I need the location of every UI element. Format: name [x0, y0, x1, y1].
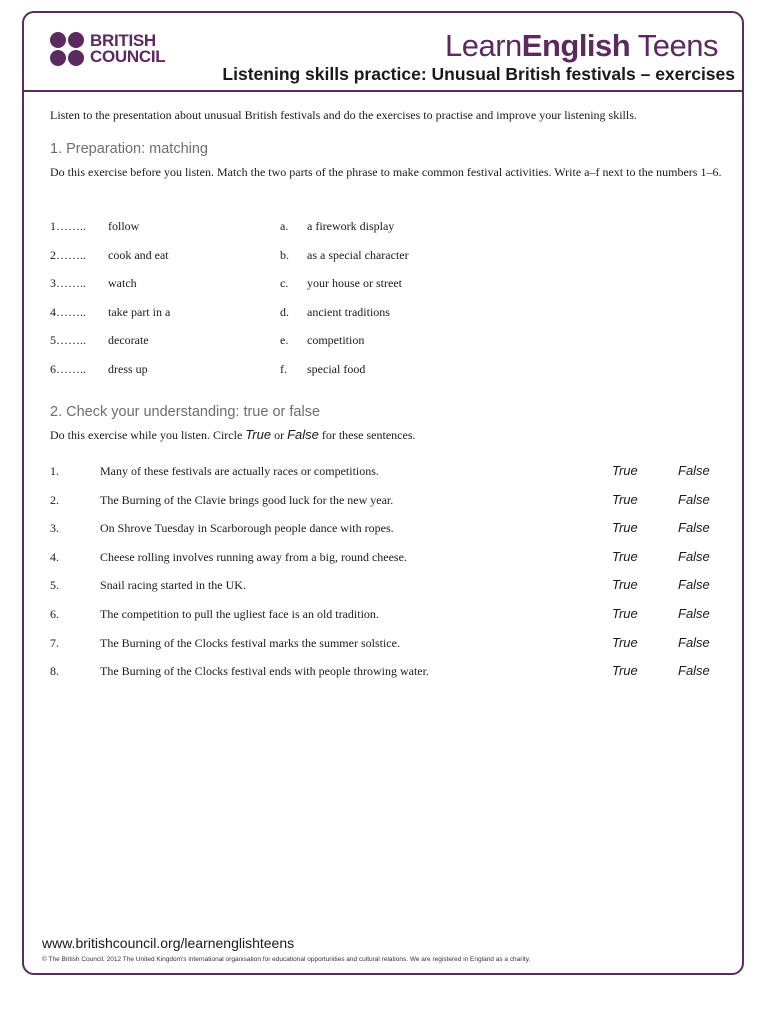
header-divider: [22, 90, 744, 92]
bc-logo-line1: BRITISH: [90, 31, 156, 50]
true-false-row: [50, 664, 740, 682]
matching-right: as a special character: [307, 247, 409, 262]
british-council-logo: [50, 32, 165, 66]
matching-right: special food: [307, 362, 366, 376]
tf-number: 2.: [50, 492, 59, 507]
matching-letter: c.: [280, 276, 289, 291]
tf-number: 4.: [50, 549, 59, 564]
section1-instruction: Do this exercise before you listen. Match the two parts of the phrase to make common festival activities. Write a–f next to the numbers 1–6.: [50, 165, 722, 179]
section1-heading: 1. Preparation: matching: [50, 141, 208, 157]
matching-letter: d.: [280, 304, 289, 319]
false-option[interactable]: False: [678, 606, 710, 621]
false-option[interactable]: False: [678, 520, 710, 536]
true-option[interactable]: True: [612, 577, 638, 593]
true-false-row: [50, 578, 740, 596]
tf-statement: On Shrove Tuesday in Scarborough people dance with ropes.: [100, 521, 394, 536]
tf-statement: The Burning of the Clocks festival marks the summer solstice.: [100, 635, 400, 650]
tf-statement: Snail racing started in the UK.: [100, 578, 246, 593]
matching-letter: a.: [280, 219, 289, 233]
matching-row: [50, 305, 740, 323]
matching-right: a firework display: [307, 219, 395, 233]
matching-left: dress up: [108, 362, 148, 376]
true-false-row: [50, 464, 740, 482]
le-logo-part1: Learn: [444, 28, 522, 63]
footer-url: www.britishcouncil.org/learnenglishteens: [42, 935, 295, 951]
matching-left: decorate: [108, 333, 149, 348]
intro-text: Listen to the presentation about unusual British festivals and do the exercises to practise and improve your listening skills.: [50, 108, 637, 122]
true-option[interactable]: True: [612, 520, 638, 536]
matching-row: [50, 362, 740, 380]
false-option[interactable]: False: [678, 634, 710, 650]
true-option[interactable]: True: [612, 634, 638, 650]
tf-statement: The competition to pull the ugliest face is an old tradition.: [100, 607, 379, 621]
tf-statement: Many of these festivals are actually races or competitions.: [100, 464, 379, 478]
tf-number: 8.: [50, 664, 59, 679]
worksheet-content: [50, 108, 750, 679]
true-option[interactable]: True: [612, 548, 638, 564]
tf-statement: Cheese rolling involves running away from a big, round cheese.: [100, 549, 407, 564]
section2-heading: 2. Check your understanding: true or false: [50, 404, 321, 420]
matching-number: 1……..: [50, 219, 86, 233]
true-false-row: [50, 521, 740, 539]
footer-copyright: © The British Council, 2012 The United Kingdom's international organisation for educational opportunities and cultural relations. We are registered in England as a charity.: [42, 956, 531, 963]
matching-right: competition: [307, 333, 365, 348]
section2-instruction-mid: or: [271, 428, 288, 442]
true-option[interactable]: True: [612, 606, 638, 621]
true-false-row: [50, 636, 740, 654]
tf-number: 6.: [50, 607, 59, 621]
section2-instruction: [50, 426, 740, 444]
false-option[interactable]: False: [678, 463, 710, 478]
matching-letter: e.: [280, 333, 289, 348]
bc-logo-line2: COUNCIL: [90, 47, 166, 66]
tf-number: 3.: [50, 521, 59, 536]
false-option[interactable]: False: [678, 491, 710, 507]
matching-number: 4……..: [50, 304, 86, 319]
learnenglish-teens-logo: [445, 28, 718, 64]
matching-left: watch: [108, 276, 137, 291]
tf-number: 1.: [50, 464, 59, 478]
false-option[interactable]: False: [678, 663, 710, 679]
matching-number: 3……..: [50, 276, 86, 291]
false-option[interactable]: False: [678, 548, 710, 564]
true-option[interactable]: True: [612, 663, 638, 679]
true-false-row: [50, 550, 740, 568]
matching-left: follow: [108, 219, 140, 233]
matching-row: [50, 219, 740, 237]
matching-right: your house or street: [307, 276, 402, 291]
tf-statement: The Burning of the Clavie brings good luck for the new year.: [100, 492, 394, 507]
matching-left: take part in a: [108, 304, 171, 319]
matching-left: cook and eat: [108, 247, 169, 262]
true-option[interactable]: True: [612, 463, 638, 478]
matching-number: 5……..: [50, 333, 86, 348]
page-title: Listening skills practice: Unusual British festivals – exercises: [222, 64, 735, 84]
true-false-row: [50, 493, 740, 511]
section2-instruction-true: True: [245, 427, 272, 442]
tf-number: 7.: [50, 635, 59, 650]
matching-row: [50, 248, 740, 266]
le-logo-part3: Teens: [630, 28, 718, 63]
tf-statement: The Burning of the Clocks festival ends with people throwing water.: [100, 664, 429, 679]
le-logo-part2: English: [521, 28, 631, 63]
matching-letter: f.: [280, 362, 287, 376]
matching-letter: b.: [280, 247, 289, 262]
matching-number: 6……..: [50, 362, 86, 376]
section2-instruction-post: for these sentences.: [318, 428, 416, 442]
section2-instruction-pre: Do this exercise while you listen. Circle: [50, 428, 246, 442]
matching-row: [50, 276, 740, 294]
true-false-row: [50, 607, 740, 625]
british-council-dots-icon: [50, 32, 84, 66]
tf-number: 5.: [50, 578, 59, 593]
matching-row: [50, 333, 740, 351]
false-option[interactable]: False: [678, 577, 710, 593]
true-option[interactable]: True: [612, 491, 638, 507]
matching-right: ancient traditions: [307, 304, 390, 319]
matching-number: 2……..: [50, 247, 86, 262]
section2-instruction-false: False: [287, 427, 319, 442]
